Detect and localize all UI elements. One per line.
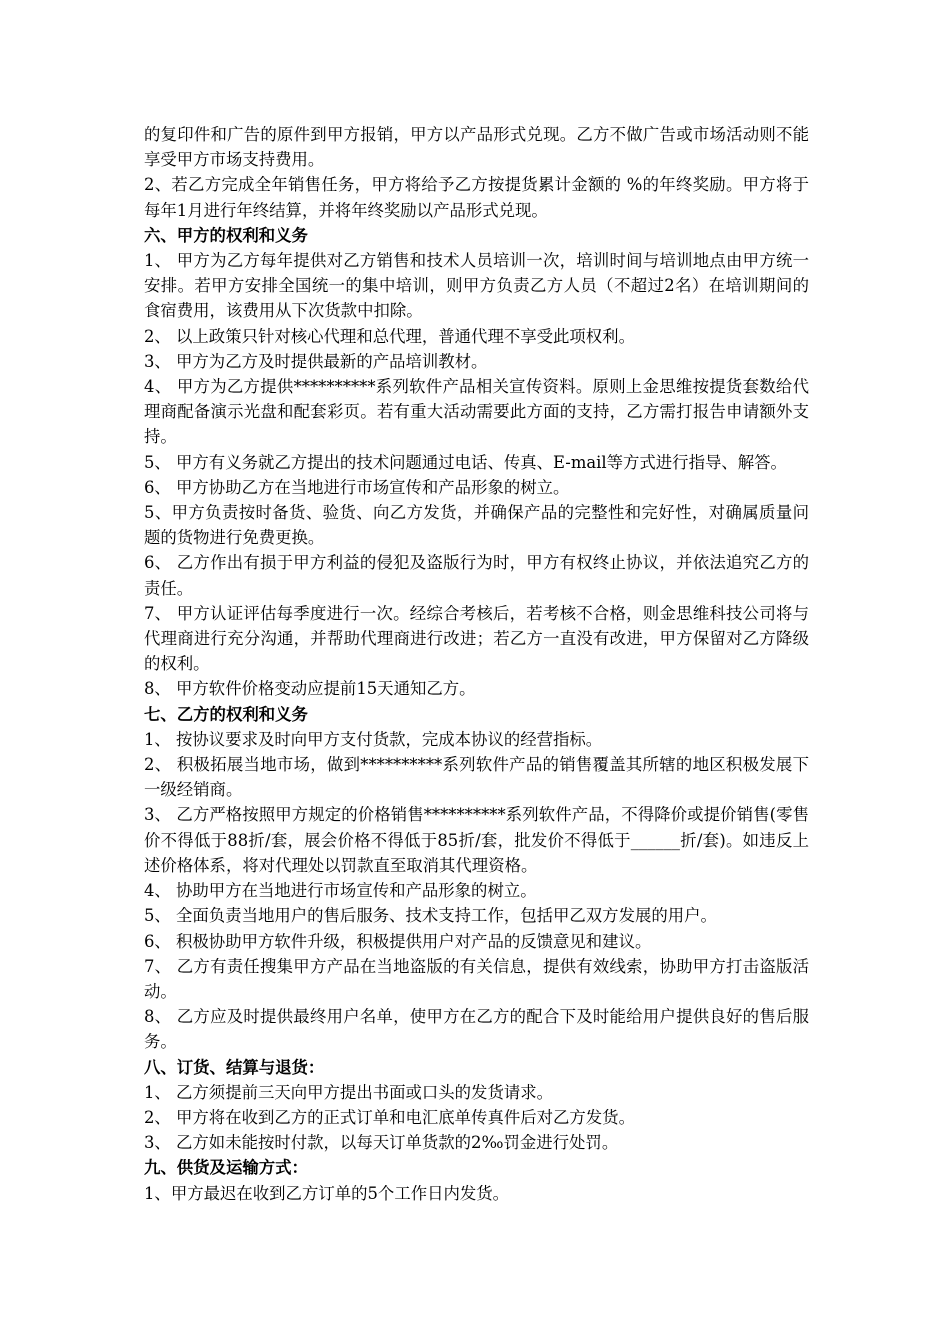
party-b-item-3: 3、 乙方严格按照甲方规定的价格销售**********系列软件产品，不得降价或提价销售(零售价不得低于88折/套，展会价格不得低于85折/套，批发价不得低于______折/套)。如违反上述价格体系，将对代理处以罚款直至取消其代理资格。	[144, 805, 809, 875]
ordering-item-3: 3、 乙方如未能按时付款，以每天订单货款的2‰罚金进行处罚。	[144, 1133, 619, 1153]
section-heading-party-b-rights: 七、乙方的权利和义务	[144, 704, 308, 724]
paragraph-ad-reimbursement: 的复印件和广告的原件到甲方报销，甲方以产品形式兑现。乙方不做广告或市场活动则不能享受甲方市场支持费用。	[144, 125, 809, 170]
party-a-item-5b: 5、甲方负责按时备货、验货、向乙方发货，并确保产品的完整性和完好性，对确属质量问题的货物进行免费更换。	[144, 503, 809, 548]
party-b-item-1: 1、 按协议要求及时向甲方支付货款，完成本协议的经营指标。	[144, 729, 603, 749]
party-a-item-8: 8、 甲方软件价格变动应提前15天通知乙方。	[144, 679, 476, 699]
document-page	[144, 122, 809, 1206]
party-a-item-1: 1、 甲方为乙方每年提供对乙方销售和技术人员培训一次，培训时间与培训地点由甲方统一安排。若甲方安排全国统一的集中培训，则甲方负责乙方人员（不超过2名）在培训期间的食宿费用，该费用从下次货款中扣除。	[144, 251, 809, 321]
ordering-item-2: 2、 甲方将在收到乙方的正式订单和电汇底单传真件后对乙方发货。	[144, 1107, 635, 1127]
party-a-item-6b: 6、 乙方作出有损于甲方利益的侵犯及盗版行为时，甲方有权终止协议，并依法追究乙方的责任。	[144, 553, 809, 598]
party-a-item-6: 6、 甲方协助乙方在当地进行市场宣传和产品形象的树立。	[144, 477, 570, 497]
party-b-item-6: 6、 积极协助甲方软件升级，积极提供用户对产品的反馈意见和建议。	[144, 931, 652, 951]
section-heading-ordering: 八、订货、结算与退货：	[144, 1057, 325, 1077]
party-a-item-3: 3、 甲方为乙方及时提供最新的产品培训教材。	[144, 351, 488, 371]
party-b-item-8: 8、 乙方应及时提供最终用户名单，使甲方在乙方的配合下及时能给用户提供良好的售后服务。	[144, 1007, 809, 1052]
ordering-item-1: 1、 乙方须提前三天向甲方提出书面或口头的发货请求。	[144, 1082, 554, 1102]
section-heading-supply: 九、供货及运输方式：	[144, 1158, 308, 1178]
party-b-item-5: 5、 全面负责当地用户的售后服务、技术支持工作，包括甲乙双方发展的用户。	[144, 906, 717, 926]
party-a-item-5: 5、 甲方有义务就乙方提出的技术问题通过电话、传真、E-mail等方式进行指导、解答。	[144, 452, 787, 472]
party-a-item-7: 7、 甲方认证评估每季度进行一次。经综合考核后，若考核不合格，则金思维科技公司将与代理商进行充分沟通，并帮助代理商进行改进；若乙方一直没有改进，甲方保留对乙方降级的权利。	[144, 603, 809, 674]
supply-item-1: 1、甲方最迟在收到乙方订单的5个工作日内发货。	[144, 1183, 510, 1203]
party-a-item-2: 2、 以上政策只针对核心代理和总代理，普通代理不享受此项权利。	[144, 326, 635, 346]
section-heading-party-a-rights: 六、甲方的权利和义务	[144, 225, 308, 245]
party-b-item-4: 4、 协助甲方在当地进行市场宣传和产品形象的树立。	[144, 881, 537, 901]
paragraph-annual-bonus: 2、若乙方完成全年销售任务，甲方将给予乙方按提货累计金额的 %的年终奖励。甲方将于每年1月进行年终结算，并将年终奖励以产品形式兑现。	[144, 175, 809, 220]
party-b-item-2: 2、 积极拓展当地市场，做到**********系列软件产品的销售覆盖其所辖的地区积极发展下一级经销商。	[144, 755, 809, 800]
party-b-item-7: 7、 乙方有责任搜集甲方产品在当地盗版的有关信息，提供有效线索，协助甲方打击盗版活动。	[144, 956, 809, 1001]
party-a-item-4: 4、 甲方为乙方提供**********系列软件产品相关宣传资料。原则上金思维按提货套数给代理商配备演示光盘和配套彩页。若有重大活动需要此方面的支持，乙方需打报告申请额外支持。	[144, 377, 809, 447]
